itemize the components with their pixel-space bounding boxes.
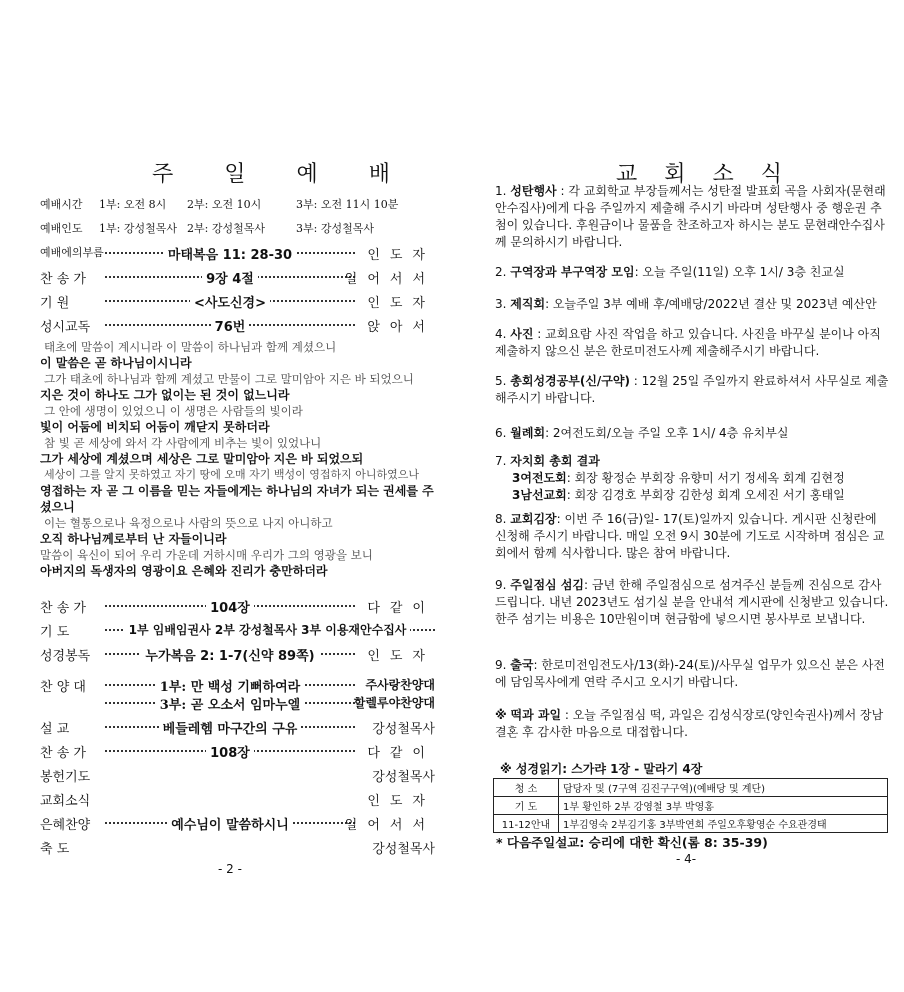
order-label: 찬 송 가 [40,601,86,616]
reading-line: 그 안에 생명이 있었으니 이 생명은 사람들의 빛이라 [44,404,303,418]
order-label: 설 교 [40,722,70,737]
news-num: 2. [495,265,507,279]
news-num: 5. [495,374,507,388]
order-content: 베들레헴 마구간의 구유 [159,722,302,737]
order-row [40,645,435,665]
reading-line: 그가 태초에 하나님과 함께 계셨고 만물이 그로 말미암아 지은 바 되었으니 [44,372,414,386]
order-leader: 인도자 [367,649,435,664]
news-item [495,296,890,313]
order-content: 104장 [206,601,254,616]
news-num: 8. [495,512,507,526]
order-label: 은혜찬양 [40,818,91,833]
bible-reading: ※ 성경읽기: 스가랴 1장 - 말라기 4장 [500,762,703,776]
news-head: 교회김장 [510,512,557,526]
news-text: : 한로미전임전도사/13(화)-24(토)/사무실 업무가 있으신 분은 사전에 담임목사에게 연락 주시고 오시기 바랍니다. [495,658,885,689]
page-title-news: 교 회 소 식 [616,162,792,187]
leader-2: 2부: 강성철목사 [187,222,265,235]
order-row [40,676,435,696]
order-label: 기 원 [40,296,70,311]
news-text: : 각 교회학교 부장들께서는 성탄절 발표회 곡을 사회자(문현래안수집사)에게 다음 주일까지 제출해 주시기 바라며 성탄행사 중 행운권 추첨이 있습니다. 후원금이나 물품을 찬조하고자 하시는 분도 문현래안수집사께 문의하시기 바랍니다. [495,184,886,249]
news-text: : 오늘주일 3부 예배 후/예배당/2022년 결산 및 2023년 예산안 [545,297,877,311]
order-leader: 앉아서 [367,320,435,335]
order-content: 1부: 만 백성 기뻐하여라 [156,680,304,695]
reading-line: 영접하는 자 곧 그 이름을 믿는 자들에게는 하나님의 자녀가 되는 권세를 주셨으니 [40,484,434,514]
news-head: 출국 [510,658,534,672]
order-row [40,292,435,312]
news-num: 1. [495,184,507,198]
council-text: : 회장 황정순 부회장 유향미 서기 정세옥 회계 김현정 [566,471,845,485]
order-content: 9장 4절 [202,272,258,287]
leader-label: 예배인도 [40,222,83,235]
news-item [495,183,890,251]
reading-line: 이 말씀은 곧 하나님이시니라 [40,356,192,370]
order-row [40,268,435,288]
order-leader: 일어서서 [344,272,435,287]
reading-line: 말씀이 육신이 되어 우리 가운데 거하시매 우리가 그의 영광을 보니 [40,548,373,562]
news-head: 총회성경공부(신/구약) [510,374,630,388]
table-cell: 담당자 및 (7구역 김진구구역)(예배당 및 계단) [559,779,888,797]
order-leader: 일어서서 [344,818,435,833]
order-leader: 다같이 [367,746,435,761]
page-number: - 2 - [218,862,242,876]
leader-1: 1부: 강성철목사 [99,222,177,235]
order-content: 마태복음 11: 28-30 [164,248,296,263]
order-content: 76번 [211,320,250,335]
news-num: 9. [495,658,507,672]
order-label: 찬 송 가 [40,272,86,287]
order-label: 예배에의부름 [40,246,104,259]
table-row [494,797,888,815]
order-leader: 할렐루야찬양대 [353,696,435,710]
news-item [495,453,890,504]
responsive-reading [40,339,440,579]
table-cell: 청 소 [494,779,559,797]
news-item [495,373,890,407]
order-row [40,742,435,762]
order-row [40,766,435,786]
news-text: : 교회요람 사진 작업을 하고 있습니다. 사진을 바꾸실 분이나 아직 제출하지 않으신 분은 한로미전도사께 제출해주시기 바랍니다. [495,327,881,358]
order-leader: 인도자 [367,248,435,263]
council-group: 3남선교회 [512,488,567,502]
news-head: 성탄행사 [510,184,557,198]
leader-3: 3부: 강성철목사 [296,222,374,235]
order-leader: 강성철목사 [372,722,435,737]
council-group: 3여전도회 [512,471,567,485]
news-item [495,511,890,562]
order-row [40,790,435,810]
time-3: 3부: 오전 11시 10분 [296,198,399,211]
news-text: : 오늘 주일점심 떡, 과일은 김성식장로(양인숙권사)께서 장남 결혼 후 감사한 마음으로 대접합니다. [495,708,884,739]
table-cell: 1부 황인하 2부 강영철 3부 박영홍 [559,797,888,815]
order-leader: 다같이 [367,601,435,616]
reading-line: 지은 것이 하나도 그가 없이는 된 것이 없느니라 [40,388,290,402]
reading-line: 그가 세상에 계셨으며 세상은 그로 말미암아 지은 바 되었으되 [40,452,364,466]
news-num: 7. [495,454,507,468]
order-leader: 인도자 [367,296,435,311]
council-text: : 회장 김경호 부회장 김한성 회계 오세진 서기 홍태일 [566,488,845,502]
news-text: : 2여전도회/오늘 주일 오후 1시/ 4층 유치부실 [545,426,789,440]
news-item [495,707,890,741]
news-text: : 금년 한해 주일점심으로 섬겨주신 분들께 진심으로 감사드립니다. 내년 2023년도 섬기실 분을 안내석 게시판에 신청받고 있습니다. 한주 섬기는 비용은 10만원이며 현금함에 넣으시면 봉사부로 보냅니다. [495,578,889,626]
news-num: 6. [495,426,507,440]
reading-line: 오직 하나님께로부터 난 자들이니라 [40,532,227,546]
order-content: 3부: 곧 오소서 임마누엘 [156,698,304,713]
order-row [40,621,435,641]
news-head: 제직회 [510,297,546,311]
news-text: : 이번 주 16(금)일- 17(토)일까지 있습니다. 게시판 신청란에 신청해 주시기 바랍니다. 매일 오전 9시 30분에 기도로 시작하며 점심은 교회에서 함께 식사합니다. 많은 참여 바랍니다. [495,512,885,560]
order-content: 1부 임배임권사 2부 강성철목사 3부 이용재안수집사 [125,623,411,637]
news-head: 떡과 과일 [510,708,562,722]
order-label: 찬 송 가 [40,746,86,761]
reading-line: 아버지의 독생자의 영광이요 은혜와 진리가 충만하더라 [40,564,328,578]
order-label: 성경봉독 [40,649,91,664]
news-item [495,657,890,691]
order-content: 예수님이 말씀하시니 [167,818,293,833]
news-head: 주일점심 섬김 [510,578,585,592]
reading-line: 태초에 말씀이 계시니라 이 말씀이 하나님과 함께 계셨으니 [44,340,337,354]
news-num: 3. [495,297,507,311]
news-head: 자치회 총회 결과 [510,454,600,468]
news-text: : 오늘 주일(11일) 오후 1시/ 3층 친교실 [634,265,845,279]
time-2: 2부: 오전 10시 [187,198,262,211]
order-row [40,597,435,617]
order-row [40,244,435,264]
table-cell: 기 도 [494,797,559,815]
time-label: 예배시간 [40,198,83,211]
table-row [494,779,888,797]
news-num: 9. [495,578,507,592]
order-row [40,838,435,858]
news-text: : 12월 25일 주일까지 완료하셔서 사무실로 제출해주시기 바랍니다. [495,374,889,405]
order-leader: 강성철목사 [372,842,435,857]
order-row [40,814,435,834]
table-cell: 11-12안내 [494,815,559,833]
order-leader: 주사랑찬양대 [365,678,435,692]
page-number: - 4- [676,852,697,866]
news-item [495,577,890,628]
order-label: 교회소식 [40,794,91,809]
order-content: 108장 [206,746,254,761]
table-row [494,815,888,833]
order-content: <사도신경> [190,296,270,311]
news-num: 4. [495,327,507,341]
order-row [40,694,435,714]
order-row [40,718,435,738]
table-cell: 1부김영숙 2부김기홍 3부박연희 주일오후황영순 수요관경태 [559,815,888,833]
duty-table [493,778,888,833]
time-1: 1부: 오전 8시 [99,198,167,211]
reading-line: 빛이 어둠에 비치되 어둠이 깨닫지 못하더라 [40,420,270,434]
order-label: 찬 양 대 [40,680,86,695]
news-head: 사진 [510,327,534,341]
order-leader: 강성철목사 [372,770,435,785]
reading-line: 세상이 그를 알지 못하였고 자기 땅에 오매 자기 백성이 영접하지 아니하였으나 [44,468,419,481]
news-item [495,425,890,442]
news-item [495,326,890,360]
order-leader: 인도자 [367,794,435,809]
order-label: 축 도 [40,842,70,857]
next-sermon: * 다음주일설교: 승리에 대한 확신(롬 8: 35-39) [496,835,768,850]
news-item [495,264,890,281]
order-label: 성시교독 [40,320,91,335]
news-head: 월례회 [510,426,546,440]
reading-line: 이는 혈통으로나 육정으로나 사람의 뜻으로 나지 아니하고 [44,516,333,530]
order-label: 봉헌기도 [40,770,91,785]
news-head: 구역장과 부구역장 모임 [510,265,635,279]
reading-line: 참 빛 곧 세상에 와서 각 사람에게 비추는 빛이 있었나니 [44,436,322,450]
page-title-worship: 주 일 예 배 [152,162,412,187]
order-content: 누가복음 2: 1-7(신약 89쪽) [141,649,318,664]
order-label: 기 도 [40,625,70,640]
news-num: ※ [495,708,507,722]
order-row [40,316,435,336]
